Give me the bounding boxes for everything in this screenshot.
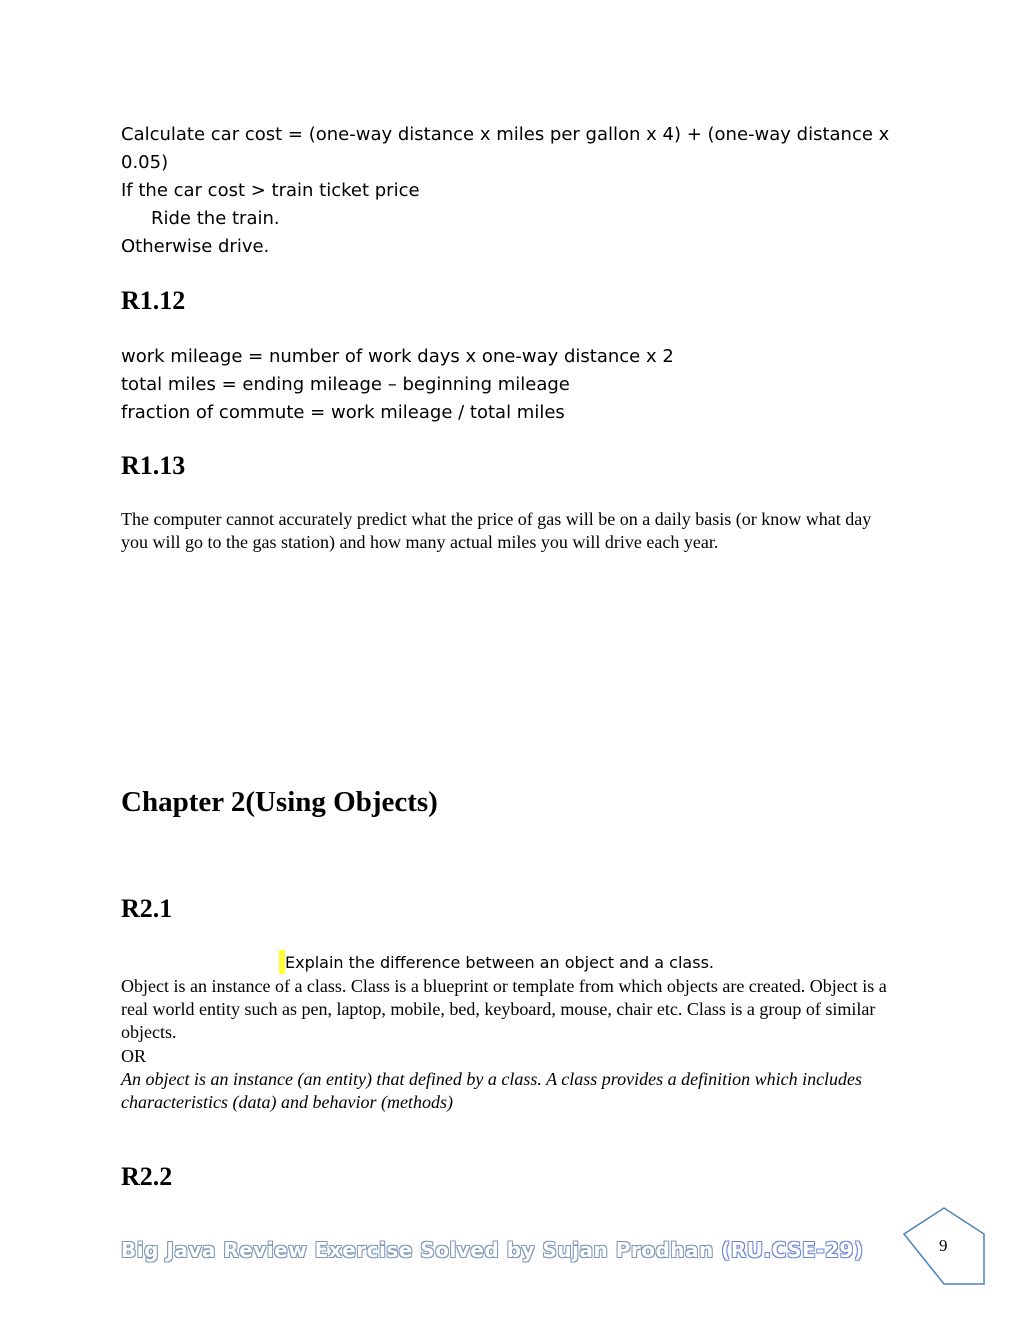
heading-r2-1: R2.1 xyxy=(121,894,173,923)
heading-r2-2: R2.2 xyxy=(121,1162,173,1191)
paragraph-r1-13: The computer cannot accurately predict what the price of gas will be on a daily basis (or know what day you will go to the gas station) and how many actual miles you will drive each year. xyxy=(121,509,872,552)
body-line: 0.05) xyxy=(121,152,169,173)
body-line: Calculate car cost = (one-way distance x miles per gallon x 4) + (one-way distance x xyxy=(121,124,890,145)
page-number: 9 xyxy=(939,1236,948,1255)
footer-main: Big Java Review Exercise Solved by Sujan Prodhan xyxy=(121,1238,722,1262)
footer-paren: (RU.CSE-29) xyxy=(721,1238,864,1262)
footer-text xyxy=(121,1238,864,1262)
body-line: fraction of commute = work mileage / total miles xyxy=(121,402,565,423)
heading-r1-12: R1.12 xyxy=(121,286,186,315)
or-label: OR xyxy=(121,1046,147,1066)
chapter-title: Chapter 2(Using Objects) xyxy=(121,786,438,818)
body-line: Otherwise drive. xyxy=(121,236,270,257)
body-line: work mileage = number of work days x one-way distance x 2 xyxy=(121,346,674,367)
body-line: total miles = ending mileage – beginning mileage xyxy=(121,374,570,395)
question-text: Explain the difference between an object and a class. xyxy=(285,953,714,972)
answer-paragraph: Object is an instance of a class. Class is a blueprint or template from which objects are created. Object is a real world entity such as pen, laptop, mobile, bed, keyboard, mouse, chair etc. Class is a group of similar objects. xyxy=(121,976,887,1042)
body-line-indented: Ride the train. xyxy=(151,208,280,229)
alt-answer-paragraph: An object is an instance (an entity) that defined by a class. A class provides a definition which includes characteristics (data) and behavior (methods) xyxy=(121,1069,863,1112)
body-line: If the car cost > train ticket price xyxy=(121,180,420,201)
heading-r1-13: R1.13 xyxy=(121,451,186,480)
